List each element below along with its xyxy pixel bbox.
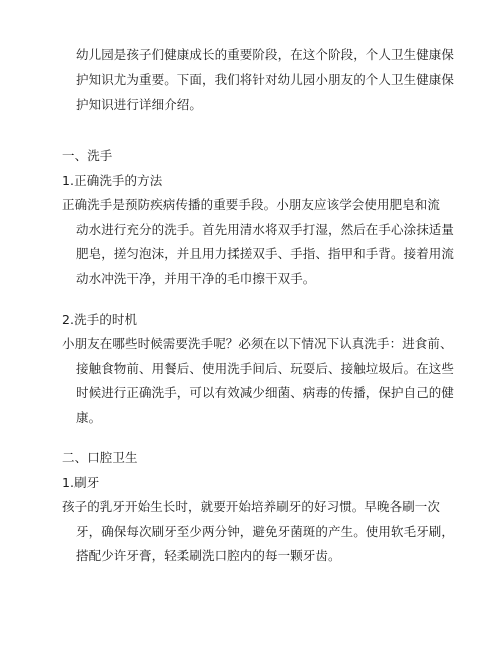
intro-line: 护知识进行详细介绍。 bbox=[76, 97, 203, 112]
paragraph-line: 动水进行充分的洗手。首先用清水将双手打湿，然后在手心涂抹适量 bbox=[76, 222, 455, 237]
paragraph-line: 小朋友在哪些时候需要洗手呢？必须在以下情况下认真洗手：进食前、 bbox=[62, 336, 453, 351]
subsection-title-handwashing-method: 1.正确洗手的方法 bbox=[62, 173, 163, 188]
section-heading-oral-hygiene: 二、口腔卫生 bbox=[62, 450, 138, 465]
paragraph-line: 牙，确保每次刷牙至少两分钟，避免牙菌斑的产生。使用软毛牙刷， bbox=[76, 524, 455, 539]
subsection-title-brushing: 1.刷牙 bbox=[62, 475, 100, 490]
paragraph-line: 肥皂，搓匀泡沫，并且用力揉搓双手、手指、指甲和手背。接着用流 bbox=[76, 246, 455, 261]
paragraph-line: 接触食物前、用餐后、使用洗手间后、玩耍后、接触垃圾后。在这些 bbox=[76, 361, 455, 376]
paragraph-line: 搭配少许牙膏，轻柔刷洗口腔内的每一颗牙齿。 bbox=[76, 548, 341, 563]
intro-line: 幼儿园是孩子们健康成长的重要阶段，在这个阶段，个人卫生健康保 bbox=[76, 47, 455, 62]
paragraph-line: 正确洗手是预防疾病传播的重要手段。小朋友应该学会使用肥皂和流 bbox=[62, 197, 441, 212]
intro-line: 护知识尤为重要。下面，我们将针对幼儿园小朋友的个人卫生健康保 bbox=[76, 72, 455, 87]
paragraph-line: 时候进行正确洗手，可以有效减少细菌、病毒的传播，保护自己的健 bbox=[76, 385, 455, 400]
subsection-title-handwashing-timing: 2.洗手的时机 bbox=[62, 312, 138, 327]
paragraph-line: 康。 bbox=[76, 410, 102, 425]
section-heading-handwashing: 一、洗手 bbox=[62, 148, 113, 163]
paragraph-line: 动水冲洗干净，并用干净的毛巾擦干双手。 bbox=[76, 271, 316, 286]
paragraph-line: 孩子的乳牙开始生长时，就要开始培养刷牙的好习惯。早晚各刷一次 bbox=[62, 499, 441, 514]
